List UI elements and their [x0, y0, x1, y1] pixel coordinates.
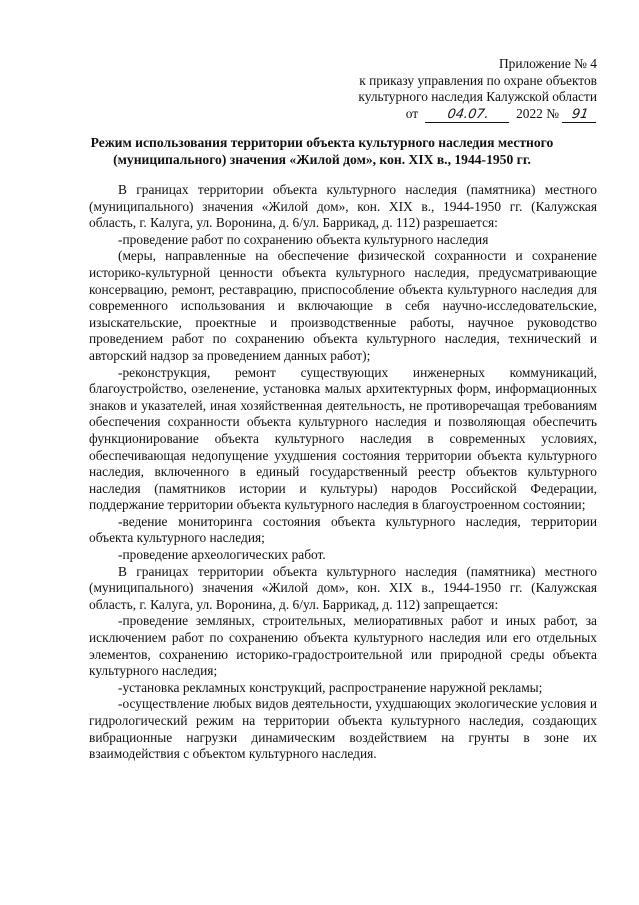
- year-and-number-label: 2022 №: [516, 105, 559, 121]
- appendix-authority: культурного наследия Калужской области: [358, 89, 597, 104]
- paragraph-monitoring: -ведение мониторинга состояния объекта культурного наследия, территории объекта культурного наследия;: [89, 513, 597, 546]
- paragraph-advertising: -установка рекламных конструкций, распространение наружной рекламы;: [118, 679, 543, 695]
- appendix-number: Приложение № 4: [498, 56, 597, 71]
- appendix-order-ref: к приказу управления по охране объектов: [359, 72, 597, 88]
- title-line-1: Режим использования территории объекта культурного наследия местного: [90, 135, 554, 150]
- handwritten-date: 04.07.: [425, 108, 511, 123]
- paragraph-preservation-definition: (меры, направленные на обеспечение физической сохранности и сохранение историко-культурной ценности объекта культурного наследия, предусматривающие консервацию, ремонт, реставрацию, приспособление объекта культурного наследия для современного использования и включающие в себя научно-исследовательские, изыскательские, проектные и производственные работы, научное руководство проведением работ по сохранению объекта культурного наследия, технический и авторский надзор за проведением данных работ);: [89, 248, 597, 363]
- paragraph-prohibited-intro: В границах территории объекта культурного наследия (памятника) местного (муниципального) значения «Жилой дом», кон. XIX в., 1944-1950 гг. (Калужская область, г. Калуга, ул. Воронина, д. 6/ул. Баррикад, д. 112) запрещается:: [89, 563, 597, 612]
- paragraph-archaeology: -проведение археологических работ.: [118, 547, 326, 563]
- document-title: [78, 134, 566, 168]
- paragraph-earthworks: -проведение земляных, строительных, мелиоративных работ и иных работ, за исключением работ по сохранению объекта культурного наследия или его отдельных элементов, сохранению историко-градостроительной или природной среды объекта культурного наследия;: [89, 613, 597, 679]
- appendix-header: [358, 56, 597, 123]
- paragraph-permitted-intro: В границах территории объекта культурного наследия (памятника) местного (муниципального) значения «Жилой дом», кон. XIX в., 1944-1950 гг. (Калужская область, г. Калуга, ул. Воронина, д. 6/ул. Баррикад, д. 112) разрешается:: [89, 182, 597, 231]
- paragraph-ecology: -осуществление любых видов деятельности, ухудшающих экологические условия и гидрологический режим на территории объекта культурного наследия, создающих вибрационные нагрузки динамическим воздействием на грунты в зоне их взаимодействия с объектом культурного наследия.: [89, 696, 597, 762]
- document-body: [89, 182, 597, 763]
- date-prefix: от: [405, 105, 419, 121]
- appendix-date-line: [358, 106, 597, 123]
- title-line-2: (муниципального) значения «Жилой дом», кон. XIX в., 1944-1950 гг.: [113, 152, 531, 167]
- handwritten-order-number: 91: [562, 108, 598, 123]
- paragraph-preservation-works: -проведение работ по сохранению объекта культурного наследия: [118, 231, 489, 247]
- paragraph-reconstruction: -реконструкция, ремонт существующих инженерных коммуникаций, благоустройство, озеленение, установка малых архитектурных форм, информационных знаков и указателей, иная хозяйственная деятельность, не противоречащая требованиям обеспечения сохранности объекта культурного наследия и позволяющая обеспечить функционирование объекта культурного наследия в современных условиях, обеспечивающая недопущение ухудшения состояния территории объекта культурного наследия, включенного в единый государственный реестр объектов культурного наследия (памятников истории и культуры) народов Российской Федерации, поддержание территории объекта культурного наследия в благоустроенном состоянии;: [89, 364, 597, 513]
